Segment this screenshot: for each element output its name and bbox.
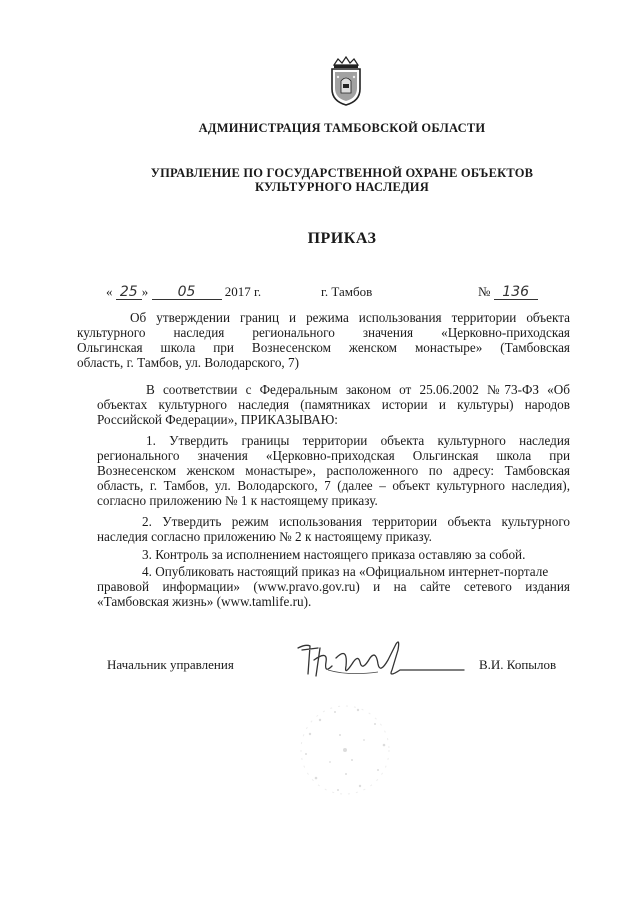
number-value: 136 (494, 285, 538, 300)
item-line: Вознесенском женском монастыре», расположенного по адресу: Тамбовская (97, 463, 570, 478)
date-day: 25 (116, 285, 142, 300)
department-heading-line-2: КУЛЬТУРНОГО НАСЛЕДИЯ (255, 180, 429, 194)
order-date (106, 284, 261, 300)
preamble-line: В соответствии с Федеральным законом от 25.06.2002 №73-ФЗ «Об (146, 382, 570, 397)
date-month: 05 (152, 285, 222, 300)
date-quote-open: « (106, 284, 113, 299)
admin-heading: АДМИНИСТРАЦИЯ ТАМБОВСКОЙ ОБЛАСТИ (198, 121, 486, 135)
order-number (478, 284, 538, 300)
item-line: 4. Опубликовать настоящий приказ на «Официальном интернет-портале (142, 564, 549, 579)
handwritten-signature (288, 640, 468, 682)
item-line: наследия согласно приложению № 2 к настоящему приказу. (97, 529, 432, 544)
faint-stamp-icon (280, 690, 410, 810)
document-title: ПРИКАЗ (307, 230, 377, 247)
date-year: 2017 г. (224, 284, 262, 299)
subject-line: область, г. Тамбов, ул. Володарского, 7) (77, 355, 299, 370)
item-line: 3. Контроль за исполнением настоящего приказа оставляю за собой. (142, 547, 526, 562)
signatory-position: Начальник управления (107, 657, 234, 672)
item-line: 1. Утвердить границы территории объекта культурного наследия (146, 433, 570, 448)
item-line: 2. Утвердить режим использования территории объекта культурного (142, 514, 570, 529)
item-line: согласно приложению № 1 к настоящему приказу. (97, 493, 378, 508)
order-city: г. Тамбов (321, 284, 373, 299)
subject-line: Ольгинская школа при Вознесенском женском монастыре» (Тамбовская (77, 340, 570, 355)
item-line: «Тамбовская жизнь» (www.tamlife.ru). (97, 594, 312, 609)
preamble-line: объектах культурного наследия (памятниках истории и культуры) народов (97, 397, 570, 412)
item-line: область, г. Тамбов, ул. Володарского, 7 (далее – объект культурного наследия), (97, 478, 570, 493)
department-heading-line-1: УПРАВЛЕНИЕ ПО ГОСУДАРСТВЕННОЙ ОХРАНЕ ОБЪЕКТОВ (150, 166, 534, 180)
subject-line: Об утверждении границ и режима использования территории объекта (130, 310, 570, 325)
signatory-name: В.И. Копылов (479, 657, 557, 672)
preamble-line: Российской Федерации», ПРИКАЗЫВАЮ: (97, 412, 338, 427)
tambov-coat-of-arms-icon (328, 55, 364, 107)
item-line: регионального значения «Церковно-приходская Ольгинская школа при (97, 448, 570, 463)
subject-line: культурного наследия регионального значения «Церковно-приходская (77, 325, 570, 340)
date-quote-close: » (141, 284, 149, 299)
item-line: правовой информации» (www.pravo.gov.ru) и на сайте сетевого издания (97, 579, 570, 594)
number-prefix: № (478, 284, 491, 299)
